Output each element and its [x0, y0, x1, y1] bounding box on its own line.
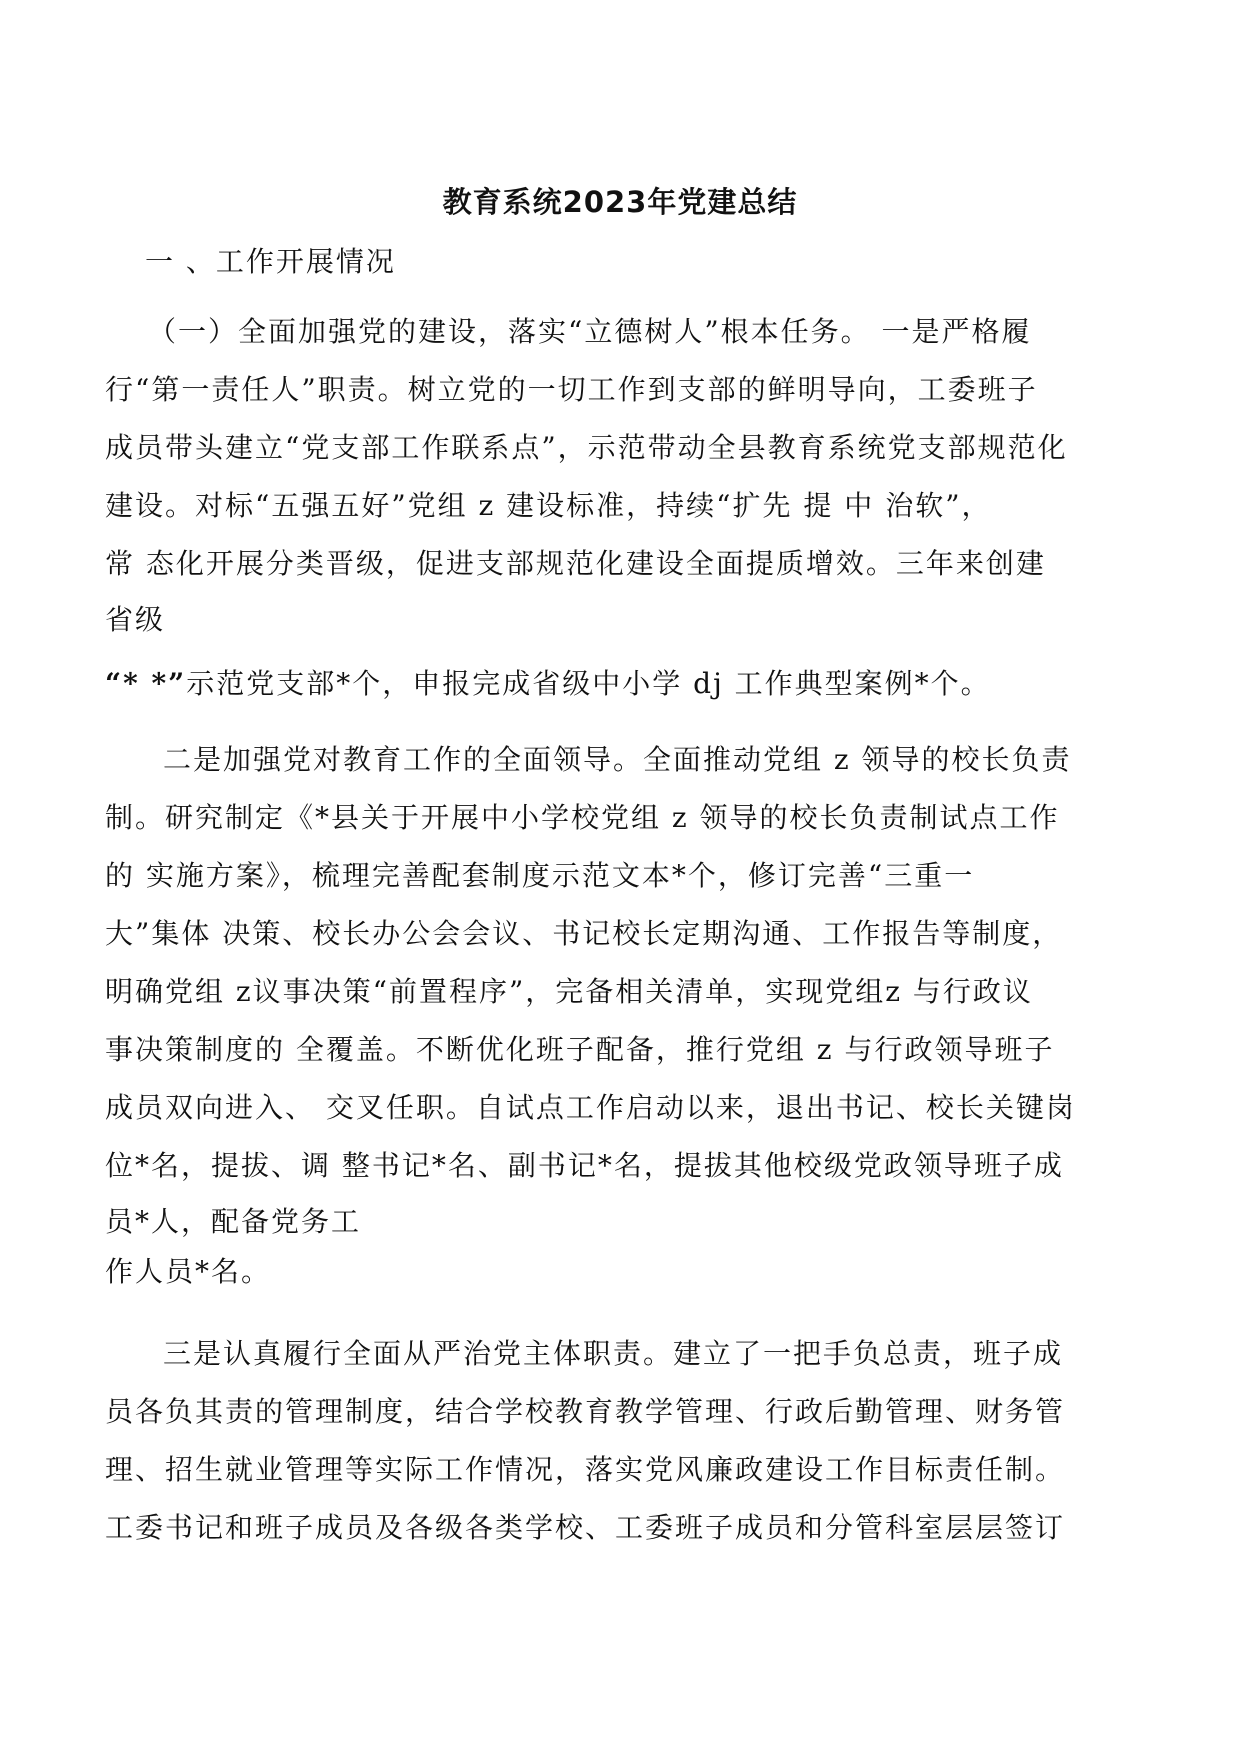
paragraph-2-line-8: 位*名，提拔、调 整书记*名、副书记*名，提拔其他校级党政领导班子成	[105, 1149, 1064, 1182]
paragraph-1-tail-text: 示范党支部*个，申报完成省级中小学 dj 工作典型案例*个。	[186, 667, 991, 700]
paragraph-3-line-1: 三是认真履行全面从严治党主体职责。建立了一把手负总责，班子成	[163, 1337, 1064, 1370]
paragraph-1-line-6: 省级	[105, 603, 166, 636]
paragraph-3-line-2: 员各负其责的管理制度，结合学校教育教学管理、行政后勤管理、财务管	[105, 1395, 1066, 1428]
paragraph-2-line-5: 明确党组 z议事决策“前置程序”，完备相关清单，实现党组z 与行政议	[105, 975, 1033, 1008]
paragraph-1-line-7	[105, 662, 991, 702]
paragraph-1-emphasis-mark: “* *”	[105, 667, 187, 700]
paragraph-1-line-3: 成员带头建立“党支部工作联系点”，示范带动全县教育系统党支部规范化	[105, 431, 1068, 464]
paragraph-1-line-1: （一）全面加强党的建设，落实“立德树人”根本任务。 一是严格履	[148, 315, 1032, 348]
paragraph-1-line-5: 常 态化开展分类晋级，促进支部规范化建设全面提质增效。三年来创建	[105, 547, 1046, 580]
paragraph-3-line-4: 工委书记和班子成员及各级各类学校、工委班子成员和分管科室层层签订	[105, 1511, 1066, 1544]
paragraph-2-line-3: 的 实施方案》，梳理完善配套制度示范文本*个，修订完善“三重一	[105, 859, 975, 892]
paragraph-2-line-10: 作人员*名。	[105, 1255, 272, 1288]
paragraph-2-line-1: 二是加强党对教育工作的全面领导。全面推动党组 z 领导的校长负责	[163, 743, 1072, 776]
paragraph-1-line-4: 建设。对标“五强五好”党组 z 建设标准，持续“扩先 提 中 治软”，	[105, 489, 992, 522]
paragraph-2-line-4: 大”集体 决策、校长办公会会议、书记校长定期沟通、工作报告等制度，	[105, 917, 1063, 950]
paragraph-1-line-2: 行“第一责任人”职责。树立党的一切工作到支部的鲜明导向，工委班子	[105, 373, 1038, 406]
paragraph-3-line-3: 理、招生就业管理等实际工作情况，落实党风廉政建设工作目标责任制。	[105, 1453, 1066, 1486]
paragraph-2-line-9: 员*人，配备党务工	[105, 1205, 362, 1238]
section-heading: 一 、工作开展情况	[145, 245, 396, 278]
paragraph-2-line-6: 事决策制度的 全覆盖。不断优化班子配备，推行党组 z 与行政领导班子	[105, 1033, 1055, 1066]
paragraph-2-line-7: 成员双向进入、 交叉任职。自试点工作启动以来，退出书记、校长关键岗	[105, 1091, 1076, 1124]
paragraph-2-line-2: 制。研究制定《*县关于开展中小学校党组 z 领导的校长负责制试点工作	[105, 801, 1060, 834]
document-title: 教育系统2023年党建总结	[442, 185, 798, 219]
